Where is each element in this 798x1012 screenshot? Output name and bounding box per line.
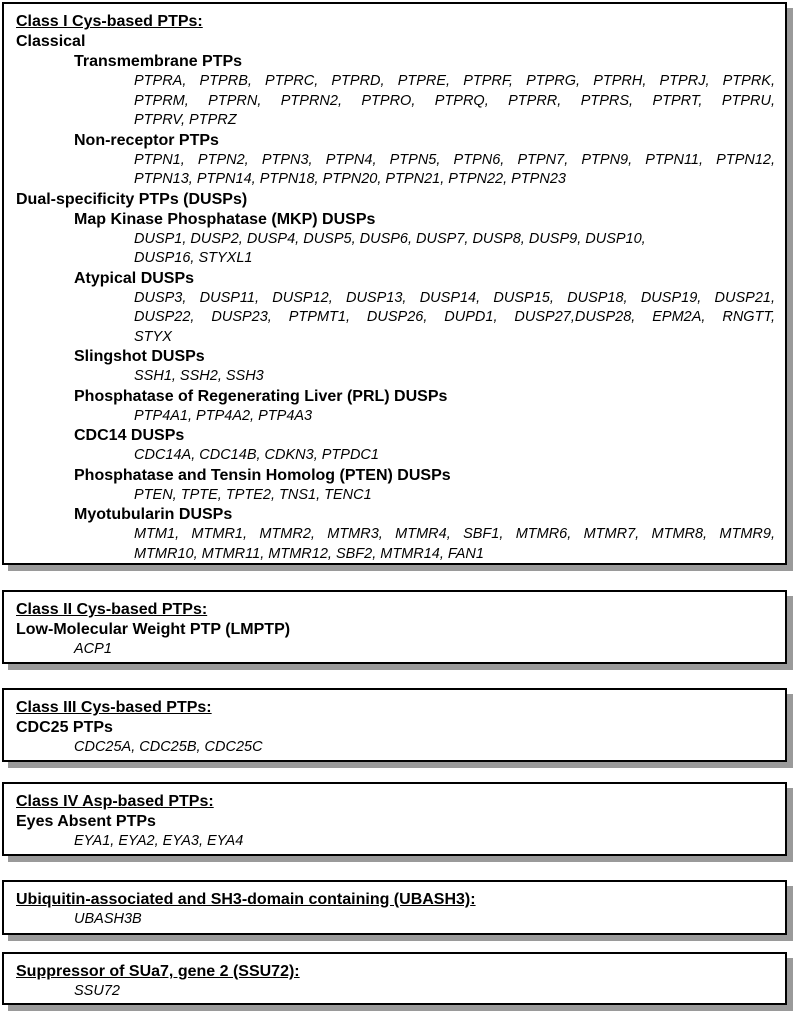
dusps-heading: Dual-specificity PTPs (DUSPs) <box>16 190 248 208</box>
slingshot-heading: Slingshot DUSPs <box>74 348 205 365</box>
cdc14-list <box>134 446 775 466</box>
myotubularin-heading: Myotubularin DUSPs <box>74 506 233 523</box>
cdc25-heading: CDC25 PTPs <box>16 719 113 736</box>
eya-heading: Eyes Absent PTPs <box>16 813 156 830</box>
lmptp-members: ACP1 <box>74 641 112 657</box>
atypical-list <box>134 289 775 348</box>
prl-line-1: PTP4A1, PTP4A2, PTP4A3 <box>134 407 313 424</box>
slingshot-list <box>134 367 775 387</box>
transmembrane-list <box>134 72 775 131</box>
ssu72-members: SSU72 <box>74 983 120 999</box>
atypical-heading: Atypical DUSPs <box>74 269 195 287</box>
cdc14-heading: CDC14 DUSPs <box>74 427 185 444</box>
classical-heading: Classical <box>16 33 86 50</box>
mkp-line-2: DUSP16, STYXL1 <box>134 250 253 266</box>
nonreceptor-heading: Non-receptor PTPs <box>74 131 219 149</box>
mkp-line-1: DUSP1, DUSP2, DUSP4, DUSP5, DUSP6, DUSP7, DUSP8, DUSP9, DUSP10, <box>134 230 646 247</box>
myotubularin-list <box>134 525 775 564</box>
ssu72-box <box>2 952 787 1005</box>
eya-members: EYA1, EYA2, EYA3, EYA4 <box>74 833 244 849</box>
nonreceptor-line-1: PTPN1, PTPN2, PTPN3, PTPN4, PTPN5, PTPN6, PTPN7, PTPN9, PTPN11, PTPN12, <box>134 151 775 168</box>
ubash3-members: UBASH3B <box>74 911 142 927</box>
transmembrane-heading: Transmembrane PTPs <box>74 53 243 70</box>
cdc14-line-1: CDC14A, CDC14B, CDKN3, PTPDC1 <box>134 447 379 463</box>
lmptp-heading: Low-Molecular Weight PTP (LMPTP) <box>16 621 291 638</box>
nonreceptor-line-2: PTPN13, PTPN14, PTPN18, PTPN20, PTPN21, PTPN22, PTPN23 <box>134 171 566 187</box>
ubash3-box <box>2 880 787 935</box>
transmembrane-line-2: PTPRM, PTPRN, PTPRN2, PTPRO, PTPRQ, PTPRR, PTPRS, PTPRT, PTPRU, <box>134 92 775 109</box>
ssu72-title: Suppressor of SUa7, gene 2 (SSU72): <box>16 963 300 980</box>
cdc25-members: CDC25A, CDC25B, CDC25C <box>74 739 263 755</box>
prl-list <box>134 407 775 427</box>
transmembrane-line-1: PTPRA, PTPRB, PTPRC, PTPRD, PTPRE, PTPRF, PTPRG, PTPRH, PTPRJ, PTPRK, <box>134 73 775 89</box>
class4-box <box>2 782 787 856</box>
pten-list <box>134 486 775 506</box>
class1-box <box>2 2 787 565</box>
ubash3-colon: : <box>470 891 476 908</box>
transmembrane-line-3: PTPRV, PTPRZ <box>134 112 237 128</box>
ubash3-title-row <box>16 890 775 910</box>
myotubularin-line-2: MTMR10, MTMR11, MTMR12, SBF2, MTMR14, FAN1 <box>134 545 484 562</box>
atypical-line-1: DUSP3, DUSP11, DUSP12, DUSP13, DUSP14, DUSP15, DUSP18, DUSP19, DUSP21, <box>134 289 775 306</box>
class1-title: Class I Cys-based PTPs: <box>16 13 203 30</box>
class3-box <box>2 688 787 762</box>
mkp-list <box>134 230 775 269</box>
pten-heading: Phosphatase and Tensin Homolog (PTEN) DUSPs <box>74 466 451 484</box>
class4-title: Class IV Asp-based PTPs: <box>16 793 214 810</box>
mkp-heading: Map Kinase Phosphatase (MKP) DUSPs <box>74 210 376 228</box>
atypical-line-2: DUSP22, DUSP23, PTPMT1, DUSP26, DUPD1, DUSP27,DUSP28, EPM2A, RNGTT, <box>134 309 775 325</box>
class2-title: Class II Cys-based PTPs: <box>16 601 208 618</box>
class2-box <box>2 590 787 664</box>
class3-title: Class III Cys-based PTPs: <box>16 699 212 716</box>
atypical-line-3: STYX <box>134 328 172 345</box>
prl-heading: Phosphatase of Regenerating Liver (PRL) DUSPs <box>74 387 448 405</box>
myotubularin-line-1: MTM1, MTMR1, MTMR2, MTMR3, MTMR4, SBF1, MTMR6, MTMR7, MTMR8, MTMR9, <box>134 526 775 542</box>
slingshot-line-1: SSH1, SSH2, SSH3 <box>134 368 264 384</box>
pten-line-1: PTEN, TPTE, TPTE2, TNS1, TENC1 <box>134 486 372 503</box>
ubash3-title: Ubiquitin-associated and SH3-domain containing (UBASH3) <box>16 891 471 908</box>
nonreceptor-list <box>134 151 775 190</box>
